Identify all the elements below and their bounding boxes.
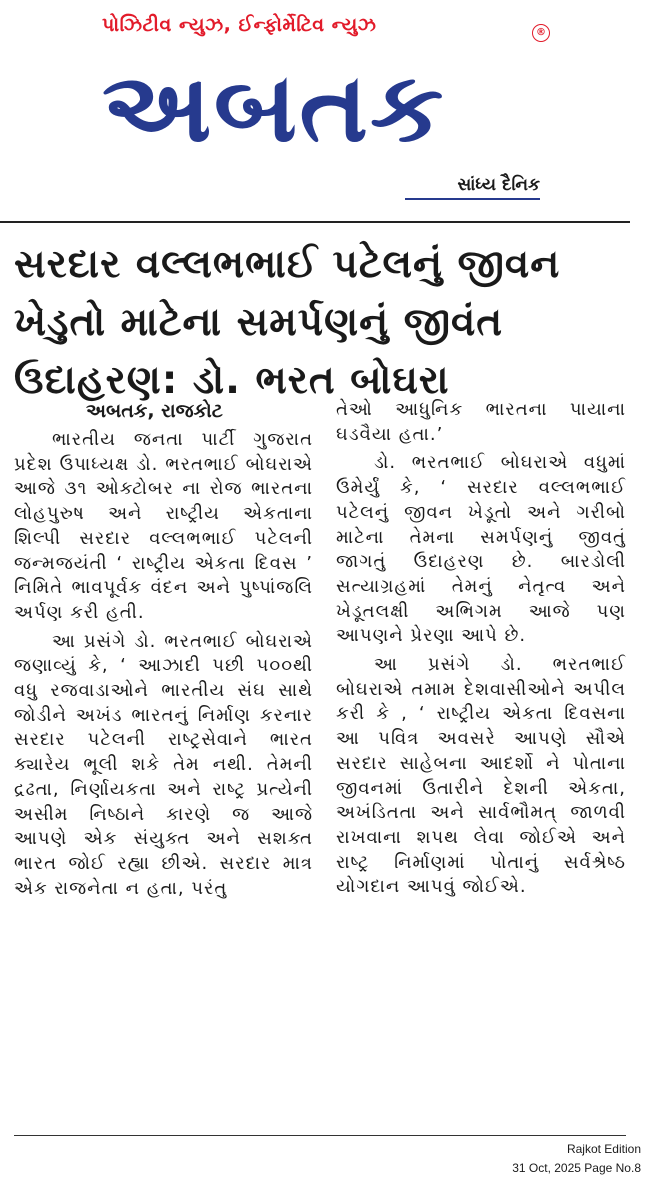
article-paragraph: આ પ્રસંગે ડો. ભરતભાઈ બોઘરાએ તમામ દેશવાસીઓને અપીલ કરી કે , ‘ રાષ્ટ્રીય એકતા દિવસના આ પવિત્ર અવસરે આપણે સૌએ સરદાર સાહેબના આદર્શો ને પોતાના જીવનમાં ઉતારીને દેશની એકતા, અખંડિતતા અને સાર્વભૌમત્ જાળવી રાખવાના શપથ લેવા જોઈએ અને રાષ્ટ્ર નિર્માણમાં પોતાનું સર્વશ્રેષ્ઠ યોગદાન આપવું જોઈએ.	[336, 654, 626, 898]
article-column-left	[14, 428, 313, 905]
registered-mark-icon: ®	[532, 24, 550, 42]
newspaper-logo: અબતક	[102, 51, 446, 164]
page-footer	[441, 1140, 641, 1178]
date-page-number: 31 Oct, 2025 Page No.8	[512, 1161, 641, 1175]
article-paragraph: ડો. ભરતભાઈ બોઘરાએ વધુમાં ઉમેર્યું કે, ‘ સરદાર વલ્લભભાઈ પટેલનું જીવન ખેડૂતો અને ગરીબો માટેના તેમના સમર્પણનું જીવતું જાગતું ઉદાહરણ છે. બારડોલી સત્યાગ્રહમાં તેમનું નેતૃત્વ અને ખેડૂતલક્ષી અભિગમ આજે પણ આપણને પ્રેરણા આપે છે.	[336, 452, 626, 647]
article-paragraph: તેઓ આધુનિક ભારતના પાયાના ઘડવૈયા હતા.’	[336, 399, 626, 445]
article-column-right	[336, 398, 626, 904]
article-headline: સરદાર વલ્લભભાઈ પટેલનું જીવન ખેડુતો માટેના સમર્પણનું જીવંત ઉદાહરણ: ડો. ભરત બોઘરા	[14, 242, 561, 403]
masthead-tagline: પોઝિટીવ ન્યુઝ, ઈન્ફોર્મેટિવ ન્યુઝ	[102, 14, 377, 36]
edition-name: Rajkot Edition	[566, 1142, 641, 1156]
article-paragraph: ભારતીય જનતા પાર્ટી ગુજરાત પ્રદેશ ઉપાધ્યક્ષ ડો. ભરતભાઈ બોઘરાએ આજે ૩૧ ઓક્ટોબર ના રોજ ભારતના લોહપુરુષ અને રાષ્ટ્રીય એકતાના શિલ્પી સરદાર વલ્લભભાઈ પટેલની જન્મજયંતી ‘ રાષ્ટ્રીય એકતા દિવસ ’ નિમિતે ભાવપૂર્વક વંદન અને પુષ્પાંજલિ અર્પણ કરી હતી.	[14, 429, 313, 623]
edition-type: સાંધ્ય દૈનિક	[457, 175, 540, 195]
edition-underline	[405, 198, 540, 200]
article-paragraph: આ પ્રસંગે ડો. ભરતભાઈ બોઘરાએ જણાવ્યું કે, ‘ આઝાદી પછી ૫૦૦થી વધુ રજવાડાઓને ભારતીય સંઘ સાથે જોડીને અખંડ ભારતનું નિર્માણ કરનાર સરદાર પટેલની રાષ્ટ્રસેવાને ભારત ક્યારેય ભૂલી શકે તેમ નથી. તેમની દ્રઢતા, નિર્ણાયકતા અને રાષ્ટ્ર પ્રત્યેની અસીમ નિષ્ઠાને કારણે જ આજે આપણે એક સંયુક્ત અને સશક્ત ભારત જોઈ રહ્યા છીએ. સરદાર માત્ર એક રાજનેતા ન હતા, પરંતુ	[14, 630, 313, 899]
article-byline: અબતક, રાજકોટ	[86, 400, 223, 422]
masthead-divider	[0, 221, 630, 223]
masthead	[0, 0, 651, 222]
footer-divider	[14, 1135, 626, 1136]
